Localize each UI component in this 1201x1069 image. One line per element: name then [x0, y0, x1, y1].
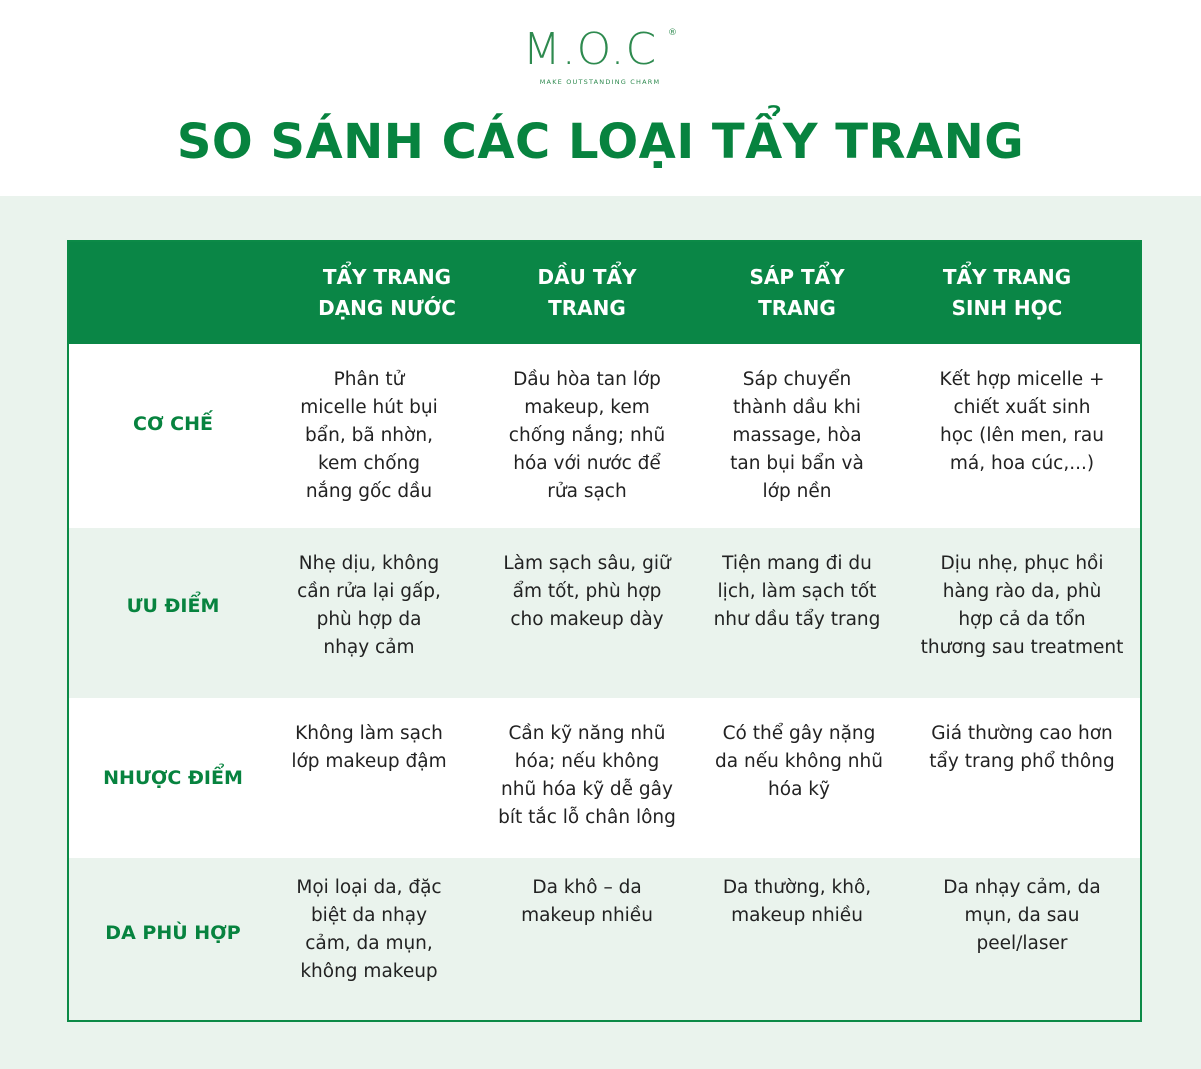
table-cell — [915, 366, 1129, 478]
column-header-balm — [699, 242, 895, 344]
table-cell — [693, 720, 905, 804]
cell-text-line: makeup nhiều — [521, 905, 653, 926]
cell-text-line: cảm, da mụn, — [305, 933, 433, 954]
cell-text-line: Dịu nhẹ, phục hồi — [940, 553, 1104, 574]
table-cell — [487, 874, 687, 930]
row-label: DA PHÙ HỢP — [105, 922, 241, 944]
cell-text-line: da nếu không nhũ — [715, 751, 883, 772]
table-cell — [269, 720, 469, 776]
table-row-disadvantages — [69, 698, 1140, 858]
row-label: CƠ CHẾ — [133, 413, 213, 435]
column-header-bio — [909, 242, 1105, 344]
cell-text-line: Da khô – da — [532, 877, 642, 898]
cell-text-line: Làm sạch sâu, giữ — [503, 553, 671, 574]
table-cell — [697, 366, 897, 506]
cell-text-line: bẩn, bã nhờn, — [305, 425, 433, 446]
cell-text-line: massage, hòa — [732, 425, 862, 446]
header-area — [0, 0, 1201, 196]
cell-text-line: ẩm tốt, phù hợp — [512, 581, 662, 602]
table-cell — [487, 366, 687, 506]
cell-text-line: thành dầu khi — [733, 397, 861, 418]
cell-text-line: Dầu hòa tan lớp — [513, 369, 661, 390]
table-cell — [269, 874, 469, 986]
cell-text-line: micelle hút bụi — [300, 397, 438, 418]
cell-text-line: chiết xuất sinh — [953, 397, 1091, 418]
column-header-line: SÁP TẨY — [749, 265, 845, 289]
cell-text-line: Kết hợp micelle + — [939, 369, 1105, 390]
cell-text-line: nắng gốc dầu — [305, 481, 433, 502]
logo-wordmark: M.O.C — [522, 24, 658, 75]
cell-text-line: hóa kỹ — [768, 779, 830, 800]
cell-text-line: chống nắng; nhũ — [508, 425, 666, 446]
cell-text-line: Da thường, khô, — [722, 877, 872, 898]
column-header-line: DẠNG NƯỚC — [318, 296, 456, 320]
cell-text-line: Có thể gây nặng — [722, 723, 876, 744]
table-cell — [269, 550, 469, 662]
cell-text-line: hóa với nước để — [513, 453, 661, 474]
cell-text-line: tan bụi bẩn và — [730, 453, 864, 474]
cell-text-line: cần rửa lại gấp, — [297, 581, 441, 602]
column-header-line: TRANG — [548, 296, 626, 320]
cell-text-line: lớp nền — [762, 481, 832, 502]
table-cell — [269, 366, 469, 506]
cell-text-line: Không làm sạch — [295, 723, 443, 744]
cell-text-line: Sáp chuyển — [742, 369, 852, 390]
cell-text-line: Tiện mang đi du — [722, 553, 872, 574]
cell-text-line: phù hợp da — [316, 609, 422, 630]
cell-text-line: Cần kỹ năng nhũ — [508, 723, 666, 744]
table-cell — [691, 550, 903, 634]
cell-text-line: Nhẹ dịu, không — [298, 553, 440, 574]
column-header-line: TRANG — [758, 296, 836, 320]
cell-text-line: nhạy cảm — [323, 637, 415, 658]
cell-text-line: rửa sạch — [547, 481, 627, 502]
cell-text-line: bít tắc lỗ chân lông — [498, 807, 676, 828]
cell-text-line: lớp makeup đậm — [291, 751, 447, 772]
cell-text-line: Phân tử — [333, 369, 405, 390]
comparison-table — [67, 240, 1142, 1022]
logo-tagline: MAKE OUTSTANDING CHARM — [539, 78, 661, 86]
cell-text-line: lịch, làm sạch tốt — [717, 581, 877, 602]
cell-text-line: tẩy trang phổ thông — [929, 751, 1115, 772]
cell-text-line: Da nhạy cảm, da — [943, 877, 1101, 898]
cell-text-line: makeup, kem — [524, 397, 650, 418]
cell-text-line: học (lên men, rau — [940, 425, 1104, 446]
table-row-advantages — [69, 528, 1140, 698]
cell-text-line: cho makeup dày — [510, 609, 664, 630]
cell-text-line: nhũ hóa kỹ dễ gây — [501, 779, 673, 800]
row-label: NHƯỢC ĐIỂM — [103, 767, 243, 789]
cell-text-line: peel/laser — [976, 933, 1068, 954]
cell-text-line: makeup nhiều — [731, 905, 863, 926]
column-header-line: DẦU TẨY — [537, 265, 637, 289]
cell-text-line: Mọi loại da, đặc — [296, 877, 442, 898]
cell-text-line: mụn, da sau — [964, 905, 1080, 926]
cell-text-line: biệt da nhạy — [310, 905, 428, 926]
column-header-line: TẨY TRANG — [322, 265, 452, 289]
table-cell — [905, 550, 1139, 662]
cell-text-line: Giá thường cao hơn — [931, 723, 1113, 744]
table-row-suitable-skin — [69, 858, 1140, 1020]
table-cell — [697, 874, 897, 930]
table-cell — [475, 720, 699, 832]
registered-mark: ® — [668, 28, 677, 38]
row-label: ƯU ĐIỂM — [126, 595, 220, 617]
page-title: SO SÁNH CÁC LOẠI TẨY TRANG — [176, 114, 1025, 170]
table-row-mechanism — [69, 344, 1140, 528]
column-header-line: SINH HỌC — [951, 296, 1063, 320]
cell-text-line: kem chống — [317, 453, 421, 474]
cell-text-line: thương sau treatment — [920, 637, 1124, 658]
cell-text-line: như dầu tẩy trang — [713, 609, 881, 630]
cell-text-line: hàng rào da, phù — [942, 581, 1102, 602]
table-cell — [915, 874, 1129, 958]
brand-logo — [500, 26, 700, 90]
column-header-oil — [489, 242, 685, 344]
table-cell — [909, 720, 1135, 776]
column-header-line: TẨY TRANG — [942, 265, 1072, 289]
cell-text-line: hóa; nếu không — [514, 751, 660, 772]
table-cell — [481, 550, 693, 634]
table-header — [69, 242, 1140, 344]
cell-text-line: không makeup — [300, 961, 438, 982]
cell-text-line: hợp cả da tổn — [958, 609, 1086, 630]
column-header-micellar — [277, 242, 497, 344]
cell-text-line: má, hoa cúc,...) — [949, 453, 1095, 474]
